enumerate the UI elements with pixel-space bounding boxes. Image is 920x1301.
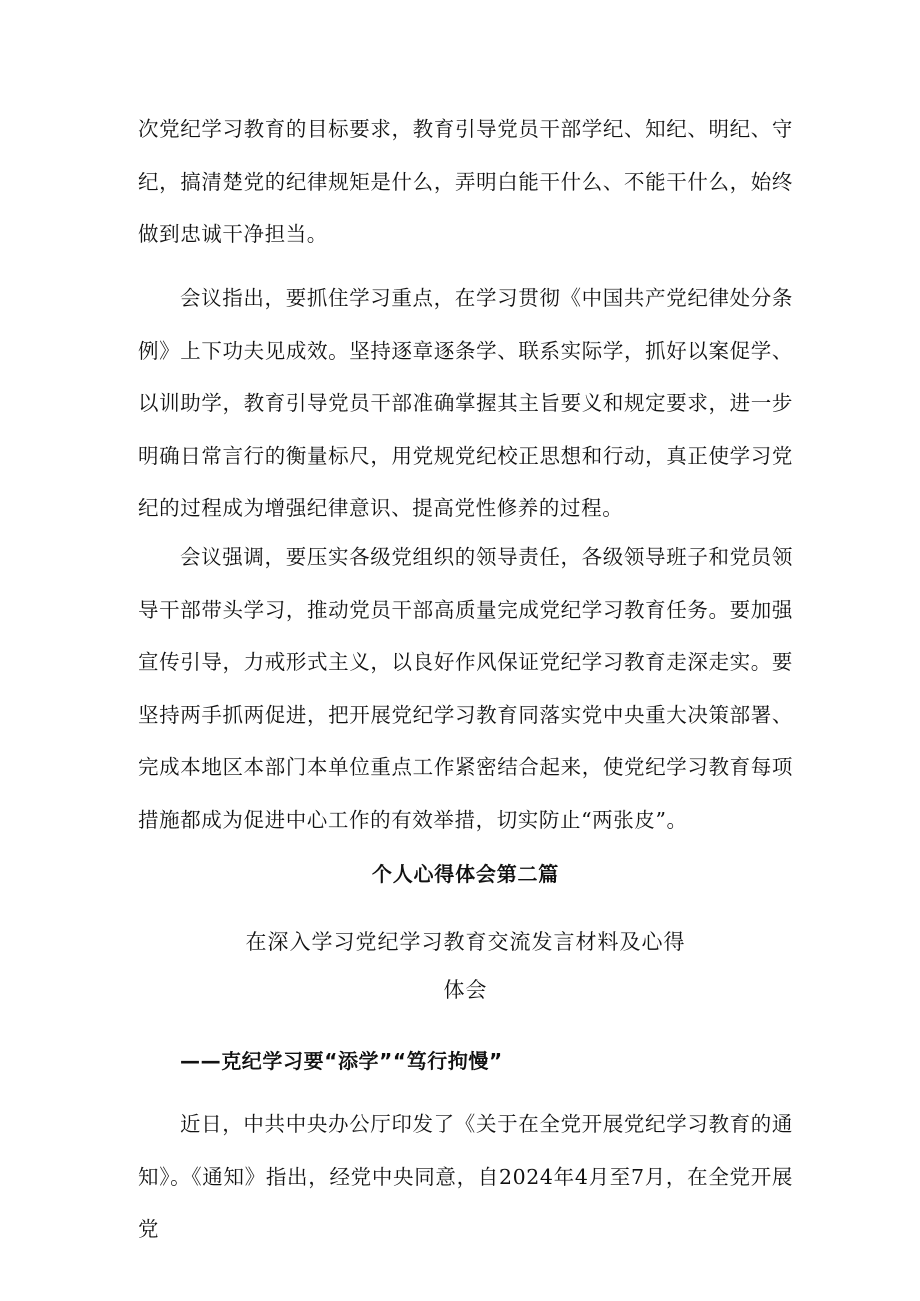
paragraph-3: 会议强调，要压实各级党组织的领导责任，各级领导班子和党员领导干部带头学习，推动党员干部高质量完成党纪学习教育任务。要加强宣传引导，力戒形式主义，以良好作风保证党纪学习教育走深走实。要坚持两手抓两促进，把开展党纪学习教育同落实党中央重大决策部署、完成本地区本部门本单位重点工作紧密结合起来，使党纪学习教育每项措施都成为促进中心工作的有效举措，切实防止“两张皮”。: [138, 545, 793, 832]
article-title-line-2: 体会: [443, 978, 488, 1002]
section-heading: 个人心得体会第二篇: [371, 862, 560, 886]
paragraph-2: 会议指出，要抓住学习重点，在学习贯彻《中国共产党纪律处分条例》上下功夫见成效。坚持逐章逐条学、联系实际学，抓好以案促学、以训助学，教育引导党员干部准确掌握其主旨要义和规定要求，进一步明确日常言行的衡量标尺，用党规党纪校正思想和行动，真正使学习党纪的过程成为增强纪律意识、提高党性修养的过程。: [138, 286, 793, 520]
article-subtitle: ——克纪学习要“添学”“笃行拘慢”: [180, 1049, 503, 1073]
article-title-line-1: 在深入学习党纪学习教育交流发言材料及心得: [245, 930, 686, 954]
paragraph-1: 次党纪学习教育的目标要求，教育引导党员干部学纪、知纪、明纪、守纪，搞清楚党的纪律规矩是什么，弄明白能干什么、不能干什么，始终做到忠诚干净担当。: [138, 117, 793, 246]
paragraph-4: 近日，中共中央办公厅印发了《关于在全党开展党纪学习教育的通知》。《通知》指出，经党中央同意，自2024年4月至7月，在全党开展党: [138, 1112, 793, 1241]
